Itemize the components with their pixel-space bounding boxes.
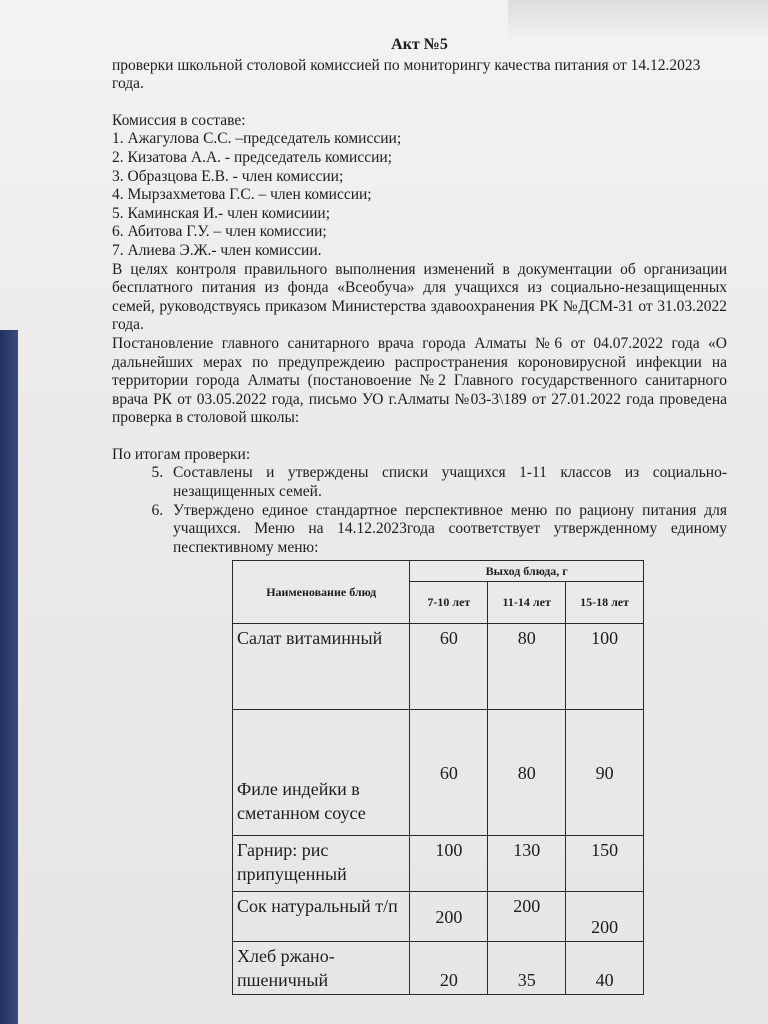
commission-heading: Комиссия в составе: xyxy=(112,111,246,129)
dish-name: Хлеб ржано-пшеничный xyxy=(233,942,410,995)
document-intro: проверки школьной столовой комиссией по мониторингу качества питания от 14.12.2023 года. xyxy=(112,56,701,93)
dish-value: 200 xyxy=(488,892,566,942)
member-item: 3. Образцова Е.В. - член комиссии; xyxy=(112,167,344,185)
dish-value: 100 xyxy=(410,836,488,892)
dish-name: Салат витаминный xyxy=(233,624,410,710)
dish-value: 200 xyxy=(410,892,488,942)
dish-value: 60 xyxy=(410,624,488,710)
background-edge xyxy=(0,330,18,1024)
header-age-group: 11-14 лет xyxy=(488,582,566,624)
table-row xyxy=(233,624,644,710)
dish-value: 100 xyxy=(566,624,644,710)
table-header-row xyxy=(233,561,644,582)
result-item: 6. Утверждено единое стандартное перспективное меню по рациону питания для учащихся. Меню на 14.12.2023года соответствует утвержденному единому песпективному меню: xyxy=(167,502,727,558)
member-item: 4. Мырзахметова Г.С. – член комиссии; xyxy=(112,186,372,204)
header-dish-name: Наименование блюд xyxy=(233,561,410,624)
page-shadow xyxy=(508,0,768,40)
dish-value: 20 xyxy=(410,942,488,995)
member-item: 2. Кизатова А.А. - председатель комиссии; xyxy=(112,148,392,166)
paragraph-resolution: Постановление главного санитарного врача города Алматы №6 от 04.07.2022 года «О дальнейших мерах по предупреждеию распространения короновирусной инфекции на территории города Алматы (постановоение №2 Главного государственного санитарного врача РК от 03.05.2022 года, письмо УО г.Алматы №03-3\189 от 27.01.2022 года проведена проверка в столовой школы: xyxy=(112,334,727,427)
table-row xyxy=(233,892,644,942)
dish-value: 40 xyxy=(566,942,644,995)
dish-value: 60 xyxy=(410,710,488,836)
header-output: Выход блюда, г xyxy=(410,561,644,582)
header-age-group: 15-18 лет xyxy=(566,582,644,624)
results-heading: По итогам проверки: xyxy=(112,445,251,463)
results-list xyxy=(112,464,727,557)
act-document xyxy=(112,36,727,557)
menu-table xyxy=(232,560,644,995)
result-item: 5. Составлены и утверждены списки учащихся 1-11 классов из социально-незащищенных семей. xyxy=(167,464,727,501)
dish-name: Филе индейки в сметанном соусе xyxy=(233,710,410,836)
table-row xyxy=(233,710,644,836)
header-age-group: 7-10 лет xyxy=(410,582,488,624)
dish-name: Гарнир: рис припущенный xyxy=(233,836,410,892)
dish-value: 90 xyxy=(566,710,644,836)
document-title: Акт №5 xyxy=(391,36,448,53)
paragraph-purpose: В целях контроля правильного выполнения изменений в документации об организации бесплатного питания из фонда «Всеобуча» для учащихся из социально-незащищенных семей, руководствуясь приказом Министерства здавоохранения РК №ДСМ-31 от 31.03.2022 года. xyxy=(112,260,727,334)
dish-value: 150 xyxy=(566,836,644,892)
member-item: 1. Ажагулова С.С. –председатель комиссии; xyxy=(112,130,402,148)
dish-value: 80 xyxy=(488,624,566,710)
dish-name: Сок натуральный т/п xyxy=(233,892,410,942)
member-item: 5. Каминская И.- член комисиии; xyxy=(112,204,331,222)
dish-value: 200 xyxy=(566,892,644,942)
member-item: 6. Абитова Г.У. – член комиссии; xyxy=(112,223,327,241)
table-row xyxy=(233,836,644,892)
member-item: 7. Алиева Э.Ж.- член комиссии. xyxy=(112,241,322,259)
dish-value: 130 xyxy=(488,836,566,892)
commission-members xyxy=(112,130,727,260)
dish-value: 35 xyxy=(488,942,566,995)
table-row xyxy=(233,942,644,995)
dish-value: 80 xyxy=(488,710,566,836)
